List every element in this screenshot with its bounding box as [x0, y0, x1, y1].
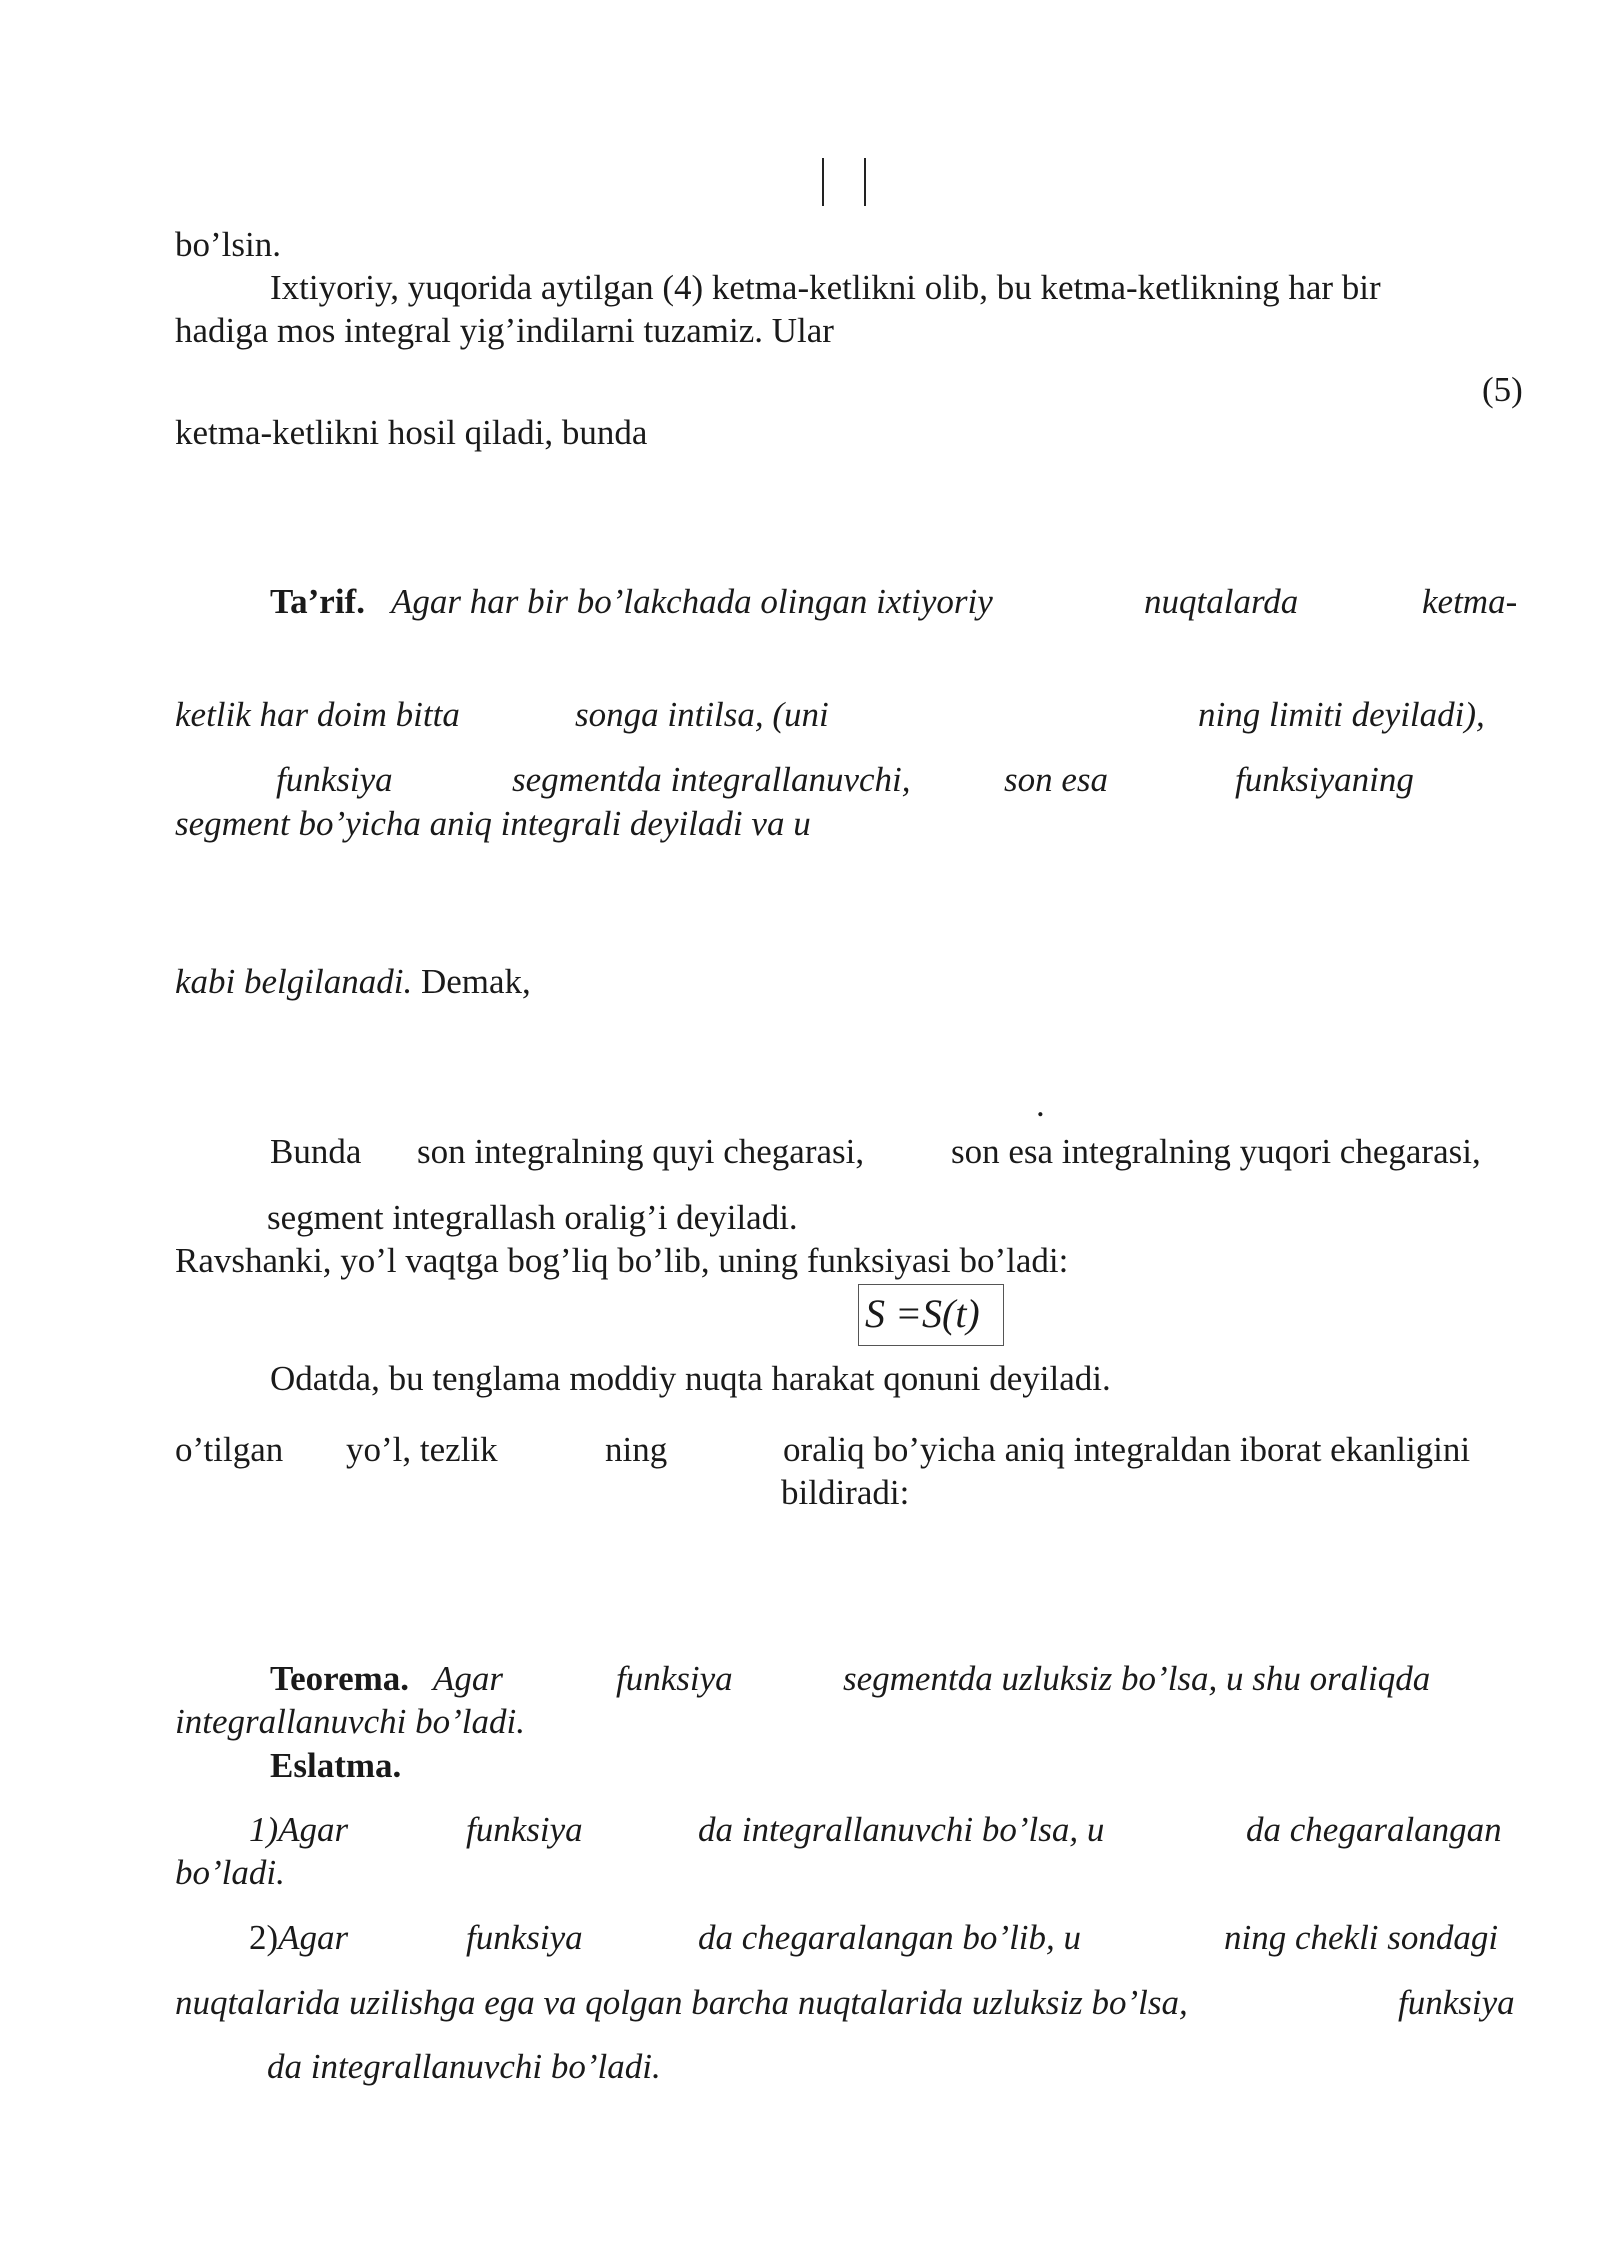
- text-line: 1)Agar: [249, 1810, 349, 1849]
- text-line: son esa integralning yuqori chegarasi,: [951, 1132, 1481, 1171]
- motion-law-formula: [858, 1284, 1004, 1346]
- absolute-value-bar-right: [864, 158, 866, 206]
- remark-heading: Eslatma.: [270, 1746, 402, 1785]
- text-line: segmentda uzluksiz bo’lsa, u shu oraliqda: [843, 1659, 1431, 1698]
- text-line: funksiya: [466, 1810, 583, 1849]
- text-line: son integralning quyi chegarasi,: [417, 1132, 865, 1171]
- text-line: funksiya: [276, 760, 393, 799]
- text-line: ketlik har doim bitta: [175, 695, 460, 734]
- text-line: [175, 960, 531, 1004]
- text-line: da integrallanuvchi bo’ladi.: [267, 2047, 661, 2086]
- text-line: Odatda, bu tenglama moddiy nuqta harakat qonuni deyiladi.: [270, 1359, 1111, 1398]
- definition-heading: Ta’rif.: [270, 582, 365, 621]
- text-line: da integrallanuvchi bo’lsa, u: [698, 1810, 1105, 1849]
- text-line: Bunda: [270, 1132, 362, 1171]
- formula-text: S =S(t): [865, 1291, 980, 1336]
- text-line: segment integrallash oralig’i deyiladi.: [267, 1198, 798, 1237]
- text-line: integrallanuvchi bo’ladi.: [175, 1702, 525, 1741]
- absolute-value-bar-left: [822, 158, 824, 206]
- theorem-heading: Teorema.: [270, 1659, 410, 1698]
- text-line: funksiya: [616, 1659, 733, 1698]
- text-line: hadiga mos integral yig’indilarni tuzamiz. Ular: [175, 311, 834, 350]
- equation-number: (5): [1482, 370, 1523, 409]
- list-number: 2): [249, 1918, 279, 1957]
- text-span: Agar: [278, 1918, 349, 1957]
- text-line: nuqtalarda: [1144, 582, 1299, 621]
- text-line: Ixtiyoriy, yuqorida aytilgan (4) ketma-ketlikni olib, bu ketma-ketlikning har bir: [270, 268, 1381, 307]
- text-line: yo’l, tezlik: [346, 1430, 498, 1469]
- text-line: ning limiti deyiladi),: [1198, 695, 1485, 734]
- text-line: oraliq bo’yicha aniq integraldan iborat ekanligini: [783, 1430, 1471, 1469]
- text-line: Agar har bir bo’lakchada olingan ixtiyoriy: [391, 582, 993, 621]
- text-span: kabi belgilanadi.: [175, 962, 413, 1001]
- text-line: songa intilsa, (uni: [575, 695, 829, 734]
- text-line: ketma-ketlikni hosil qiladi, bunda: [175, 413, 648, 452]
- text-line: son esa: [1004, 760, 1109, 799]
- text-line: bildiradi:: [781, 1473, 910, 1512]
- text-line: Ravshanki, yo’l vaqtga bog’liq bo’lib, uning funksiyasi bo’ladi:: [175, 1241, 1069, 1280]
- text-line: ketma-: [1422, 582, 1518, 621]
- text-line: funksiya: [466, 1918, 583, 1957]
- text-line: bo’ladi.: [175, 1853, 285, 1892]
- text-line: segmentda integrallanuvchi,: [512, 760, 911, 799]
- text-line: da chegaralangan bo’lib, u: [698, 1918, 1082, 1957]
- text-line: da chegaralangan: [1246, 1810, 1502, 1849]
- text-line: funksiyaning: [1235, 760, 1414, 799]
- text-line: [249, 1916, 348, 1960]
- text-line: ning chekli sondagi: [1224, 1918, 1499, 1957]
- formula-period: .: [1036, 1085, 1045, 1124]
- text-line: o’tilgan: [175, 1430, 284, 1469]
- text-line: ning: [605, 1430, 668, 1469]
- text-line: Agar: [433, 1659, 503, 1698]
- text-span: Demak,: [412, 962, 531, 1001]
- text-line: segment bo’yicha aniq integrali deyiladi va u: [175, 804, 811, 843]
- text-line: bo’lsin.: [175, 225, 281, 264]
- text-line: nuqtalarida uzilishga ega va qolgan barcha nuqtalarida uzluksiz bo’lsa,: [175, 1983, 1188, 2022]
- text-line: funksiya: [1398, 1983, 1515, 2022]
